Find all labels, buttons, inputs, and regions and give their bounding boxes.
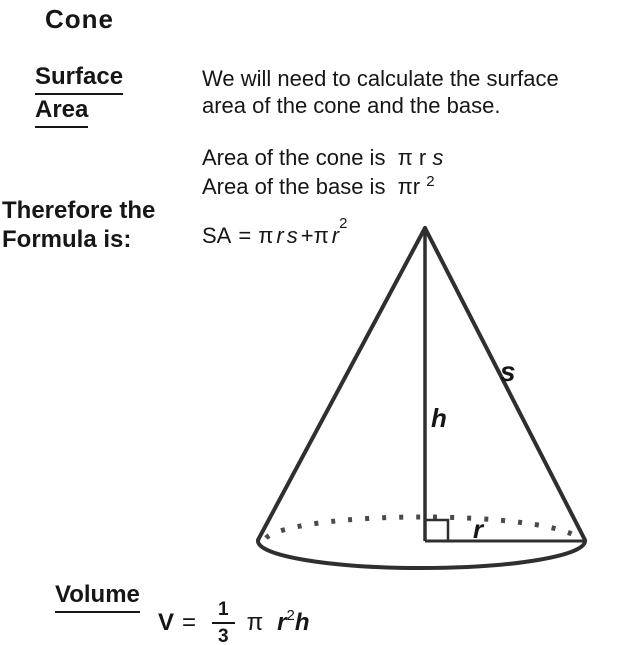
radius-symbol: r <box>418 145 427 170</box>
intro-line1: We will need to calculate the surface <box>202 66 559 91</box>
sa-r1: r <box>276 223 284 248</box>
cone-left-edge <box>258 228 425 540</box>
fraction-numerator: 1 <box>212 600 235 624</box>
base-back-dotted-arc <box>266 517 578 538</box>
one-third-fraction <box>212 600 235 645</box>
pi-symbol: π <box>397 145 413 170</box>
volume-heading-row <box>55 580 140 613</box>
sa-s: s <box>286 223 298 248</box>
sa-pi2: π <box>313 223 329 248</box>
right-angle-marker <box>425 520 448 541</box>
height-label: h <box>431 403 447 433</box>
intro-line2: area of the cone and the base. <box>202 93 501 118</box>
surface-heading-line1: Surface <box>35 62 123 95</box>
surface-heading-line2: Area <box>35 95 88 128</box>
volume-h: h <box>294 609 310 636</box>
volume-v: V <box>158 609 175 636</box>
sa-lhs: SA <box>202 223 232 248</box>
pi-r-symbol: πr <box>397 174 421 199</box>
sa-plus: + <box>300 223 314 248</box>
base-front-ellipse <box>258 541 585 568</box>
sa-r2: r <box>331 223 340 248</box>
volume-pi: π <box>246 609 264 636</box>
fraction-denominator: 3 <box>218 626 229 645</box>
slant-symbol: s <box>432 145 444 170</box>
volume-exponent: 2 <box>286 606 295 624</box>
page-title: Cone <box>45 4 114 34</box>
base-area-exponent: 2 <box>426 173 435 190</box>
volume-formula <box>158 600 310 645</box>
volume-r: r <box>277 609 287 636</box>
sa-pi1: π <box>258 223 274 248</box>
radius-label: r <box>473 514 484 544</box>
volume-equals: = <box>182 609 197 636</box>
volume-heading: Volume <box>55 580 140 613</box>
therefore-line2: Formula is: <box>2 226 132 253</box>
therefore-line1: Therefore the <box>2 197 156 224</box>
slant-height-label: s <box>500 356 516 387</box>
base-area-label: Area of the base is <box>202 174 386 199</box>
cone-area-label: Area of the cone is <box>202 145 386 170</box>
sa-equals: = <box>238 223 252 248</box>
sa-exponent: 2 <box>339 215 348 232</box>
